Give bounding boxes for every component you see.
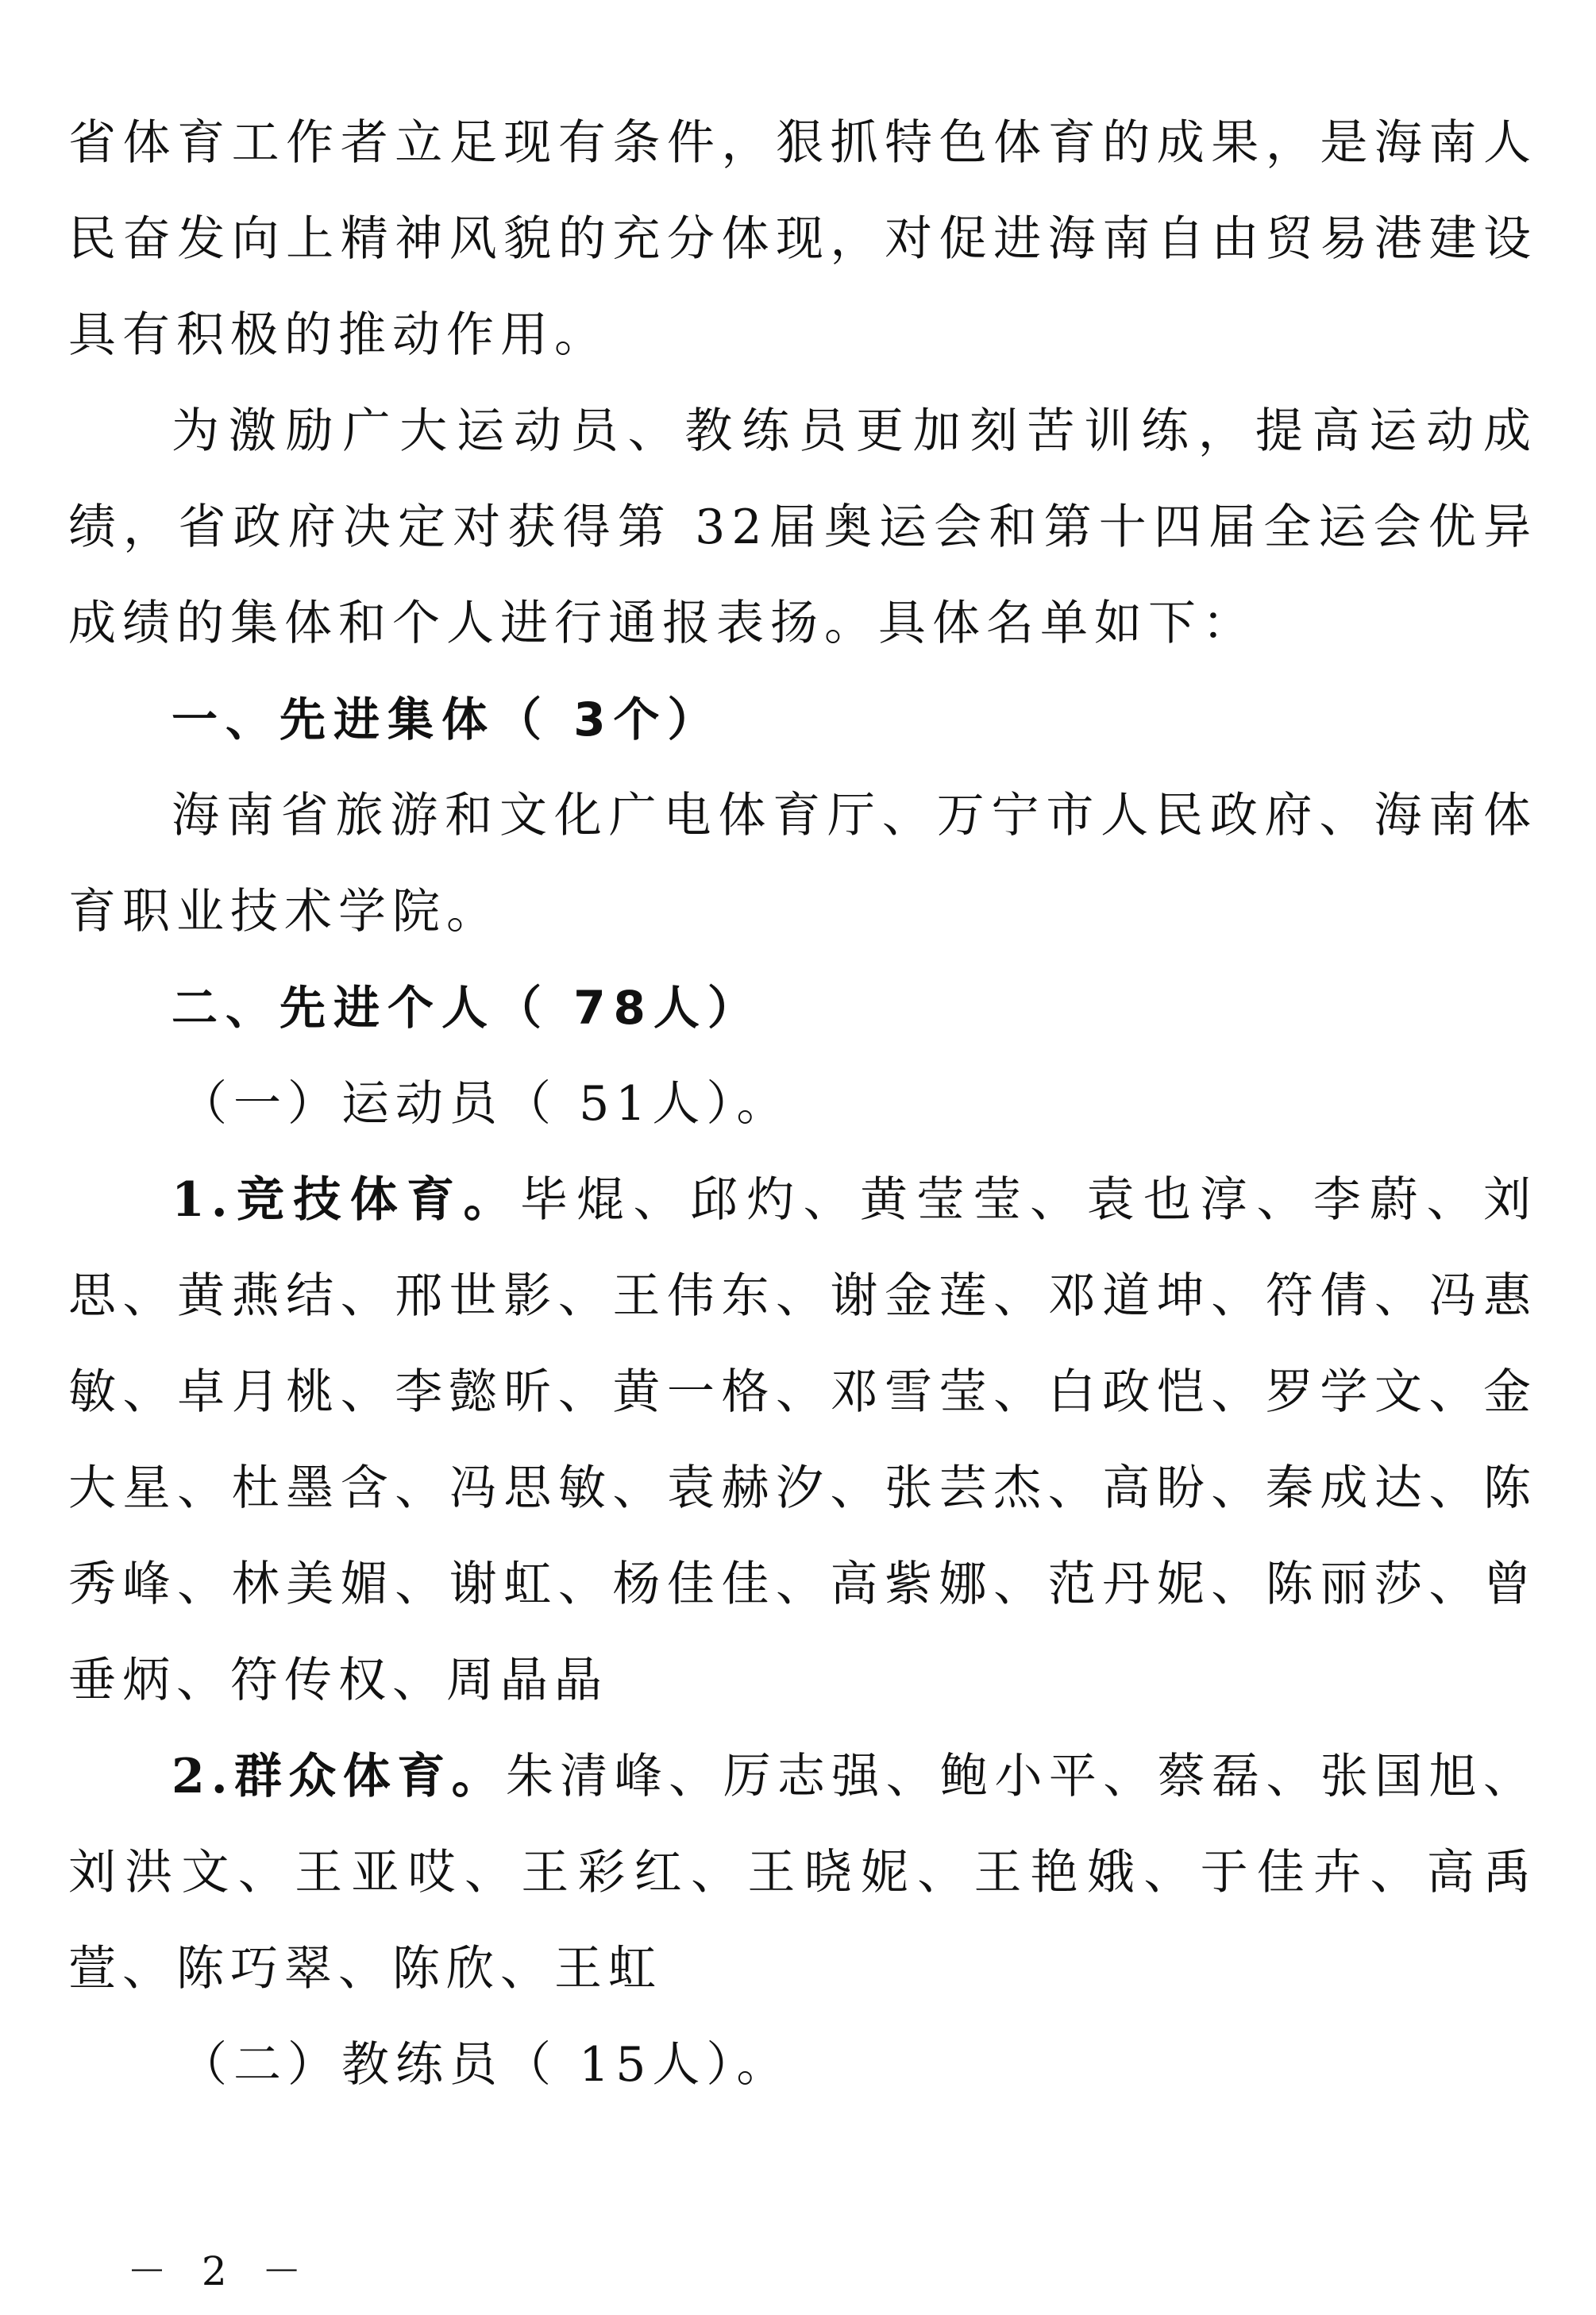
- subheading-athletes: （一）运动员（ 51人）。: [179, 1076, 791, 1132]
- mass-sports-names: 朱清峰、厉志强、鲍小平、蔡磊、张国旭、刘洪文、王亚哎、王彩红、王晓妮、王艳娥、于佳卉、高禹萱、陈巧翠、陈欣、王虹: [68, 1749, 1538, 1997]
- document-body: [68, 95, 1537, 2113]
- competitive-sports-paragraph: [68, 1152, 1537, 1729]
- competitive-sports-label: 1.竞技体育。: [172, 1172, 520, 1228]
- paragraph-commendation: 为激励广大运动员、教练员更加刻苦训练，提高运动成绩，省政府决定对获得第 32届奥运会和第十四届全运会优异成绩的集体和个人进行通报表扬。具体名单如下：: [68, 403, 1537, 651]
- section-heading-individuals: 二、先进个人（ 78人）: [172, 981, 761, 1035]
- mass-sports-paragraph: [68, 1729, 1537, 2017]
- collectives-list: 海南省旅游和文化广电体育厅、万宁市人民政府、海南体育职业技术学院。: [68, 788, 1537, 940]
- subheading-coaches: （二）教练员（ 15人）。: [179, 2037, 791, 2093]
- competitive-sports-names: 毕焜、邱灼、黄莹莹、袁也淳、李蔚、刘思、黄燕结、邢世影、王伟东、谢金莲、邓道坤、符倩、冯惠敏、卓月桃、李懿昕、黄一格、邓雪莹、白政恺、罗学文、金大星、杜墨含、冯思敏、袁赫汐、张芸杰、高盼、秦成达、陈秀峰、林美媚、谢虹、杨佳佳、高紫娜、范丹妮、陈丽莎、曾垂炳、符传权、周晶晶: [68, 1172, 1538, 1708]
- mass-sports-label: 2.群众体育。: [172, 1749, 506, 1804]
- section-heading-collectives: 一、先进集体（ 3个）: [172, 693, 722, 747]
- paragraph-intro: 省体育工作者立足现有条件，狠抓特色体育的成果，是海南人民奋发向上精神风貌的充分体现，对促进海南自由贸易港建设具有积极的推动作用。: [68, 115, 1537, 363]
- page-number: － 2 －: [127, 2248, 313, 2294]
